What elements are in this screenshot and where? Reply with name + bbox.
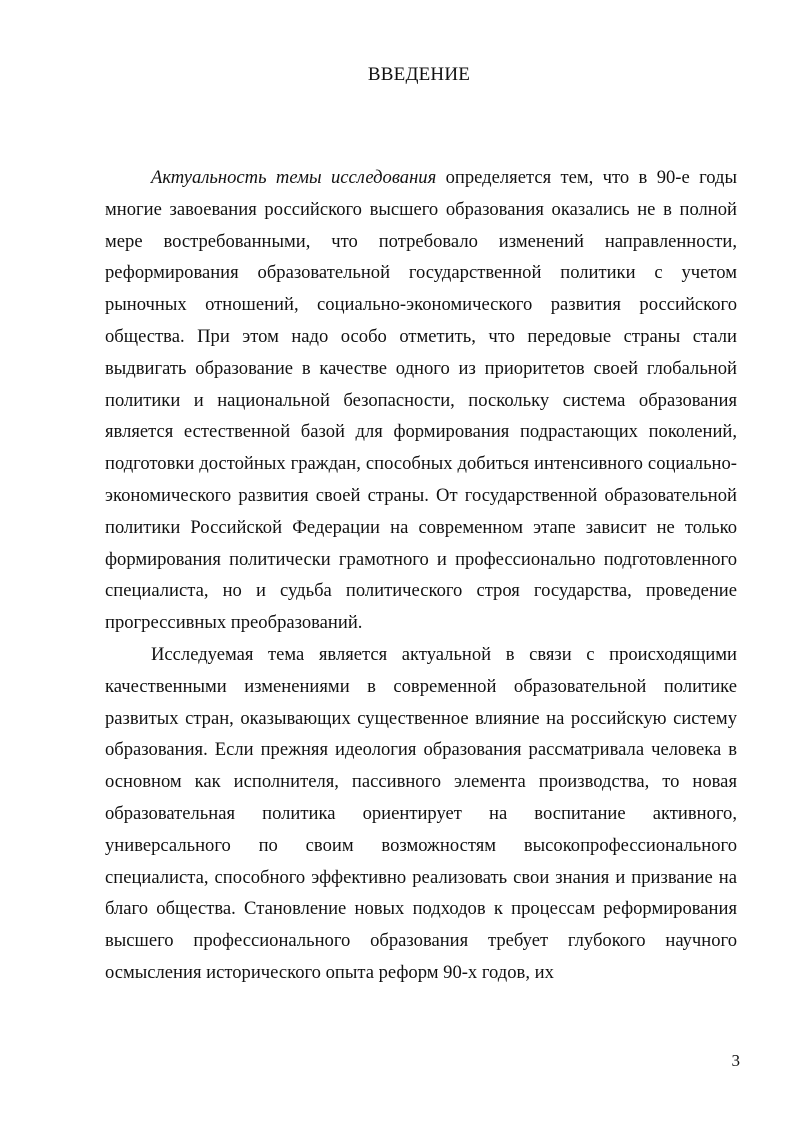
section-heading: ВВЕДЕНИЕ	[367, 64, 471, 85]
page-number: 3	[731, 1051, 740, 1070]
paragraph-2	[105, 639, 737, 989]
paragraph-1-italic-lead: Актуальность темы исследования	[151, 167, 437, 188]
paragraph-1	[105, 162, 737, 639]
body-text	[105, 162, 737, 989]
paragraph-2-text: Исследуемая тема является актуальной в связи с происходящими качественными изменениями в современной образовательной политике развитых стран, оказывающих существенное влияние на российскую систему образования. Если прежняя идеология образования рассматривала человека в основном как исполнителя, пассивного элемента производства, то новая образовательная политика ориентирует на воспитание активного, универсального по своим возможностям высокопрофессионального специалиста, способного эффективно реализовать свои знания и призвание на благо общества. Становление новых подходов к процессам реформирования высшего профессионального образования требует глубокого научного осмысления исторического опыта реформ 90-х годов, их	[105, 643, 737, 983]
paragraph-1-text: определяется тем, что в 90-е годы многие завоевания российского высшего образования оказались не в полной мере востребованными, что потребовало изменений направленности, реформирования образовательной государственной политики с учетом рыночных отношений, социально-экономического развития российского общества. При этом надо особо отметить, что передовые страны стали выдвигать образование в качестве одного из приоритетов своей глобальной политики и национальной безопасности, поскольку система образования является естественной базой для формирования подрастающих поколений, подготовки достойных граждан, способных добиться интенсивного социально- экономического развития своей страны. От государственной образовательной политики Российской Федерации на современном этапе зависит не только формирования политически грамотного и профессионально подготовленного специалиста, но и судьба политического строя государства, проведение прогрессивных преобразований.	[105, 167, 737, 634]
